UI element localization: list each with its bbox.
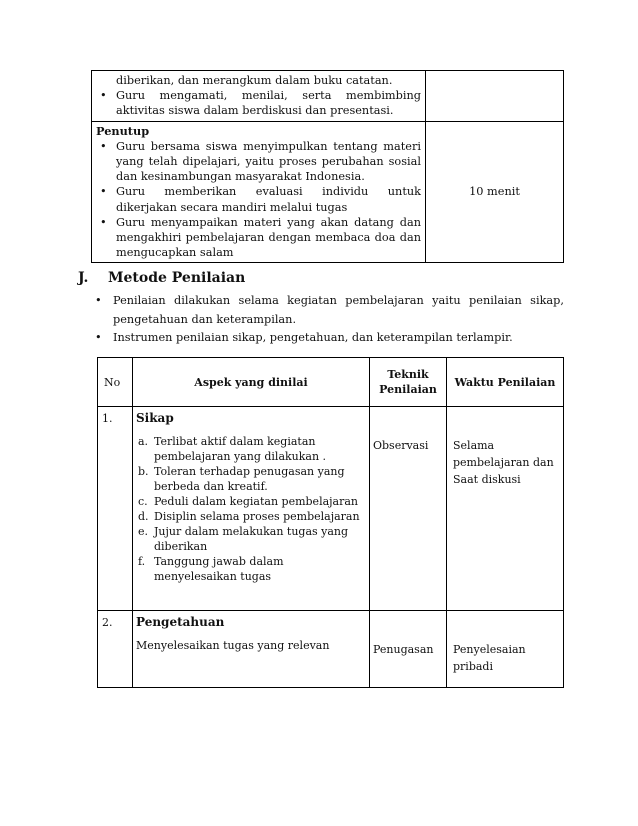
item-text: Toleran terhadap penugasan yang berbeda dan kreatif. [154,465,345,493]
list-item: • Guru mengamati, menilai, serta membimbing aktivitas siswa dalam berdiskusi dan presentasi. [96,88,421,118]
row-number: 2. [98,611,133,688]
time-cell [447,611,564,688]
item-label: f. [138,555,146,568]
section-letter: J. [78,270,89,286]
row-number: 1. [98,407,133,611]
section-title: Metode Penilaian [108,270,246,286]
item-label: d. [138,510,149,523]
list-item [136,524,366,554]
item-label: e. [138,525,149,538]
header-no: No [98,358,133,407]
list-item: • Guru bersama siswa menyimpulkan tentang materi yang telah dipelajari, yaitu proses perubahan sosial dan kesinambungan masyarakat Indonesia. [96,139,421,185]
item-text: Tanggung jawab dalam menyelesaikan tugas [154,555,284,583]
section-heading [78,270,245,286]
activity-cell [92,121,426,263]
item-label: b. [138,465,149,478]
time-cell: 10 menit [426,121,564,263]
time-cell [426,71,564,122]
activity-cell [92,71,426,122]
table-row [98,611,564,688]
aspect-cell [133,611,370,688]
list-item [136,509,366,524]
header-teknik: Teknik Penilaian [370,358,447,407]
list-item [136,464,366,494]
list-item: • Instrumen penilaian sikap, pengetahuan, dan keterampilan terlampir. [92,329,564,348]
aspect-title: Pengetahuan [136,615,225,629]
item-text: Terlibat aktif dalam kegiatan pembelajaran yang dilakukan . [154,435,327,463]
activity-table [91,70,564,263]
technique-cell [370,611,447,688]
aspect-list [136,434,366,584]
header-aspek: Aspek yang dinilai [133,358,370,407]
assessment-table [97,357,564,688]
table-row [92,71,564,122]
time-text: Penyelesaian pribadi [453,643,526,673]
aspect-cell [133,407,370,611]
list-item [136,494,366,509]
table-row [92,121,564,263]
table-header-row [98,358,564,407]
header-waktu: Waktu Penilaian [447,358,564,407]
closing-heading: Penutup [96,123,150,138]
list-item [136,434,366,464]
list-item: • Penilaian dilakukan selama kegiatan pembelajaran yaitu penilaian sikap, pengetahuan dan keterampilan. [92,292,564,329]
technique-cell [370,407,447,611]
item-text: Peduli dalam kegiatan pembelajaran [154,495,359,508]
section-bullet-list [92,292,564,348]
technique-text: Observasi [373,439,429,452]
item-text: Disiplin selama proses pembelajaran [154,510,360,523]
aspect-title: Sikap [136,411,174,425]
technique-text: Penugasan [373,643,434,656]
list-item: • Guru menyampaikan materi yang akan datang dan mengakhiri pembelajaran dengan membaca doa dan mengucapkan salam [96,215,421,261]
item-text: Jujur dalam melakukan tugas yang diberikan [154,525,349,553]
aspect-description: Menyelesaikan tugas yang relevan [136,639,330,652]
table-row [98,407,564,611]
time-cell [447,407,564,611]
item-label: a. [138,435,149,448]
item-label: c. [138,495,148,508]
list-item [136,554,366,584]
list-item: • Guru memberikan evaluasi individu untuk dikerjakan secara mandiri melalui tugas [96,184,421,214]
list-item: diberikan, dan merangkum dalam buku catatan. [116,74,393,87]
time-text: Selama pembelajaran dan Saat diskusi [453,439,554,486]
